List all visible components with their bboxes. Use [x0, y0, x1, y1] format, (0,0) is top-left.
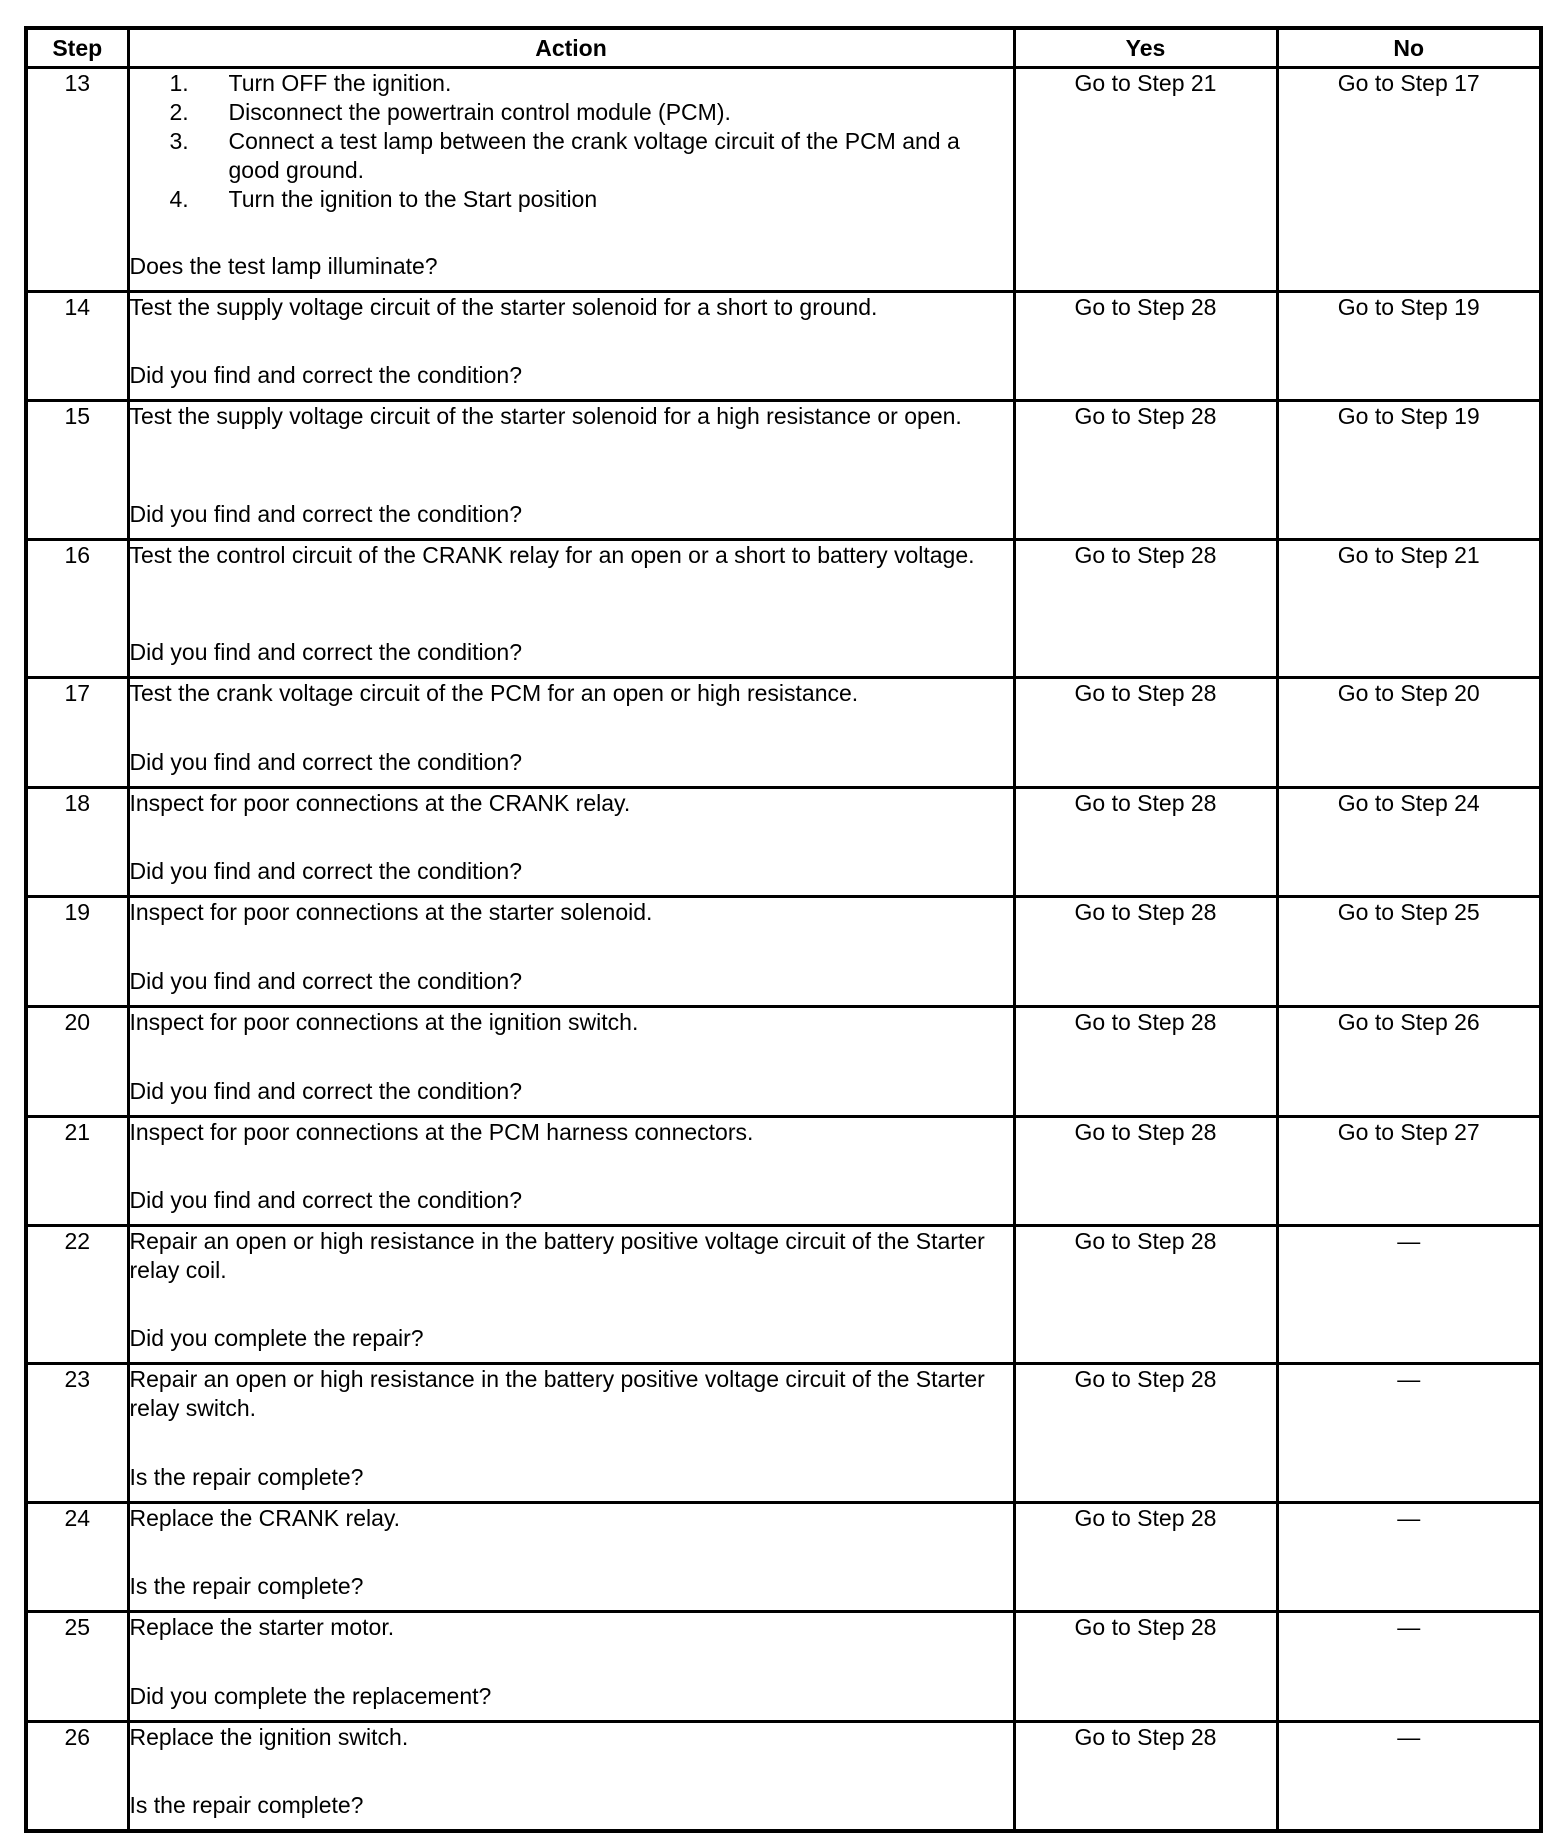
table-row [26, 1117, 1541, 1226]
yes-result: Go to Step 28 [1014, 401, 1277, 540]
step-number: 14 [26, 292, 128, 401]
action-cell [128, 292, 1014, 401]
table-row [26, 1226, 1541, 1364]
step-number: 18 [26, 788, 128, 897]
header-yes: Yes [1014, 28, 1277, 68]
yes-result: Go to Step 28 [1014, 1722, 1277, 1831]
step-number: 24 [26, 1503, 128, 1612]
header-no: No [1277, 28, 1541, 68]
step-number: 26 [26, 1722, 128, 1831]
table-row [26, 1007, 1541, 1117]
list-text: Connect a test lamp between the crank voltage circuit of the PCM and a good ground. [228, 128, 960, 183]
no-result: Go to Step 25 [1277, 897, 1541, 1007]
question: Did you complete the replacement? [129, 1683, 492, 1709]
no-result: Go to Step 21 [1277, 540, 1541, 678]
action-description: Inspect for poor connections at the ignition switch. [129, 1009, 639, 1035]
step-number: 17 [26, 678, 128, 788]
no-result: Go to Step 17 [1277, 68, 1541, 292]
step-number: 22 [26, 1226, 128, 1364]
no-result: Go to Step 19 [1277, 401, 1541, 540]
yes-result: Go to Step 28 [1014, 897, 1277, 1007]
no-result: Go to Step 24 [1277, 788, 1541, 897]
no-result: — [1277, 1503, 1541, 1612]
no-result: — [1277, 1612, 1541, 1722]
list-item [170, 127, 1013, 185]
question: Did you find and correct the condition? [129, 639, 523, 665]
yes-result: Go to Step 21 [1014, 68, 1277, 292]
action-description: Replace the starter motor. [129, 1614, 395, 1640]
table-row [26, 401, 1541, 540]
action-description: Repair an open or high resistance in the battery positive voltage circuit of the Starter relay switch. [129, 1366, 985, 1421]
list-text: Disconnect the powertrain control module (PCM). [228, 99, 731, 125]
action-cell [128, 401, 1014, 540]
action-cell [128, 68, 1014, 292]
question: Did you find and correct the condition? [129, 858, 523, 884]
table-row [26, 68, 1541, 292]
action-cell [128, 540, 1014, 678]
step-number: 20 [26, 1007, 128, 1117]
yes-result: Go to Step 28 [1014, 1364, 1277, 1503]
yes-result: Go to Step 28 [1014, 540, 1277, 678]
question: Did you find and correct the condition? [129, 501, 523, 527]
yes-result: Go to Step 28 [1014, 1007, 1277, 1117]
step-number: 23 [26, 1364, 128, 1503]
action-cell [128, 1226, 1014, 1364]
list-text: Turn OFF the ignition. [228, 70, 452, 96]
action-description: Replace the ignition switch. [129, 1724, 409, 1750]
step-number: 15 [26, 401, 128, 540]
no-result: Go to Step 26 [1277, 1007, 1541, 1117]
no-result: — [1277, 1722, 1541, 1831]
action-description: Test the crank voltage circuit of the PCM for an open or high resistance. [129, 680, 859, 706]
no-result: — [1277, 1226, 1541, 1364]
yes-result: Go to Step 28 [1014, 1503, 1277, 1612]
table-row [26, 1612, 1541, 1722]
question: Did you find and correct the condition? [129, 1187, 523, 1213]
table-row [26, 1503, 1541, 1612]
action-description: Inspect for poor connections at the PCM harness connectors. [129, 1119, 754, 1145]
step-number: 13 [26, 68, 128, 292]
header-action: Action [128, 28, 1014, 68]
question: Did you complete the repair? [129, 1325, 424, 1351]
diagnostic-table [24, 26, 1543, 1833]
action-description: Test the supply voltage circuit of the starter solenoid for a short to ground. [129, 294, 878, 320]
no-result: — [1277, 1364, 1541, 1503]
question: Does the test lamp illuminate? [129, 253, 438, 279]
table-row [26, 1722, 1541, 1831]
action-description: Replace the CRANK relay. [129, 1505, 401, 1531]
no-result: Go to Step 20 [1277, 678, 1541, 788]
yes-result: Go to Step 28 [1014, 788, 1277, 897]
action-list [130, 69, 1013, 214]
step-number: 21 [26, 1117, 128, 1226]
table-row [26, 678, 1541, 788]
step-number: 19 [26, 897, 128, 1007]
list-item [170, 69, 1013, 98]
action-cell [128, 678, 1014, 788]
table-row [26, 1364, 1541, 1503]
table-row [26, 292, 1541, 401]
list-number: 4. [169, 186, 189, 212]
yes-result: Go to Step 28 [1014, 292, 1277, 401]
action-cell [128, 1722, 1014, 1831]
question: Is the repair complete? [129, 1573, 364, 1599]
list-number: 2. [169, 99, 189, 125]
action-cell [128, 1612, 1014, 1722]
header-step: Step [26, 28, 128, 68]
table-row [26, 540, 1541, 678]
yes-result: Go to Step 28 [1014, 1226, 1277, 1364]
list-number: 1. [169, 70, 189, 96]
question: Did you find and correct the condition? [129, 968, 523, 994]
no-result: Go to Step 19 [1277, 292, 1541, 401]
action-description: Test the supply voltage circuit of the starter solenoid for a high resistance or open. [129, 403, 962, 429]
action-description: Inspect for poor connections at the CRANK relay. [129, 790, 631, 816]
list-item [170, 185, 1013, 214]
question: Did you find and correct the condition? [129, 362, 523, 388]
yes-result: Go to Step 28 [1014, 678, 1277, 788]
yes-result: Go to Step 28 [1014, 1612, 1277, 1722]
question: Is the repair complete? [129, 1464, 364, 1490]
list-text: Turn the ignition to the Start position [228, 186, 598, 212]
action-description: Inspect for poor connections at the starter solenoid. [129, 899, 653, 925]
question: Is the repair complete? [129, 1792, 364, 1818]
action-description: Repair an open or high resistance in the battery positive voltage circuit of the Starter relay coil. [129, 1228, 985, 1283]
step-number: 16 [26, 540, 128, 678]
action-cell [128, 1364, 1014, 1503]
action-cell [128, 788, 1014, 897]
step-number: 25 [26, 1612, 128, 1722]
list-number: 3. [169, 128, 189, 154]
action-cell [128, 1117, 1014, 1226]
question: Did you find and correct the condition? [129, 749, 523, 775]
yes-result: Go to Step 28 [1014, 1117, 1277, 1226]
action-cell [128, 897, 1014, 1007]
table-row [26, 788, 1541, 897]
header-row [26, 28, 1541, 68]
question: Did you find and correct the condition? [129, 1078, 523, 1104]
list-item [170, 98, 1013, 127]
action-cell [128, 1503, 1014, 1612]
no-result: Go to Step 27 [1277, 1117, 1541, 1226]
action-cell [128, 1007, 1014, 1117]
action-description: Test the control circuit of the CRANK relay for an open or a short to battery voltage. [129, 542, 975, 568]
table-row [26, 897, 1541, 1007]
